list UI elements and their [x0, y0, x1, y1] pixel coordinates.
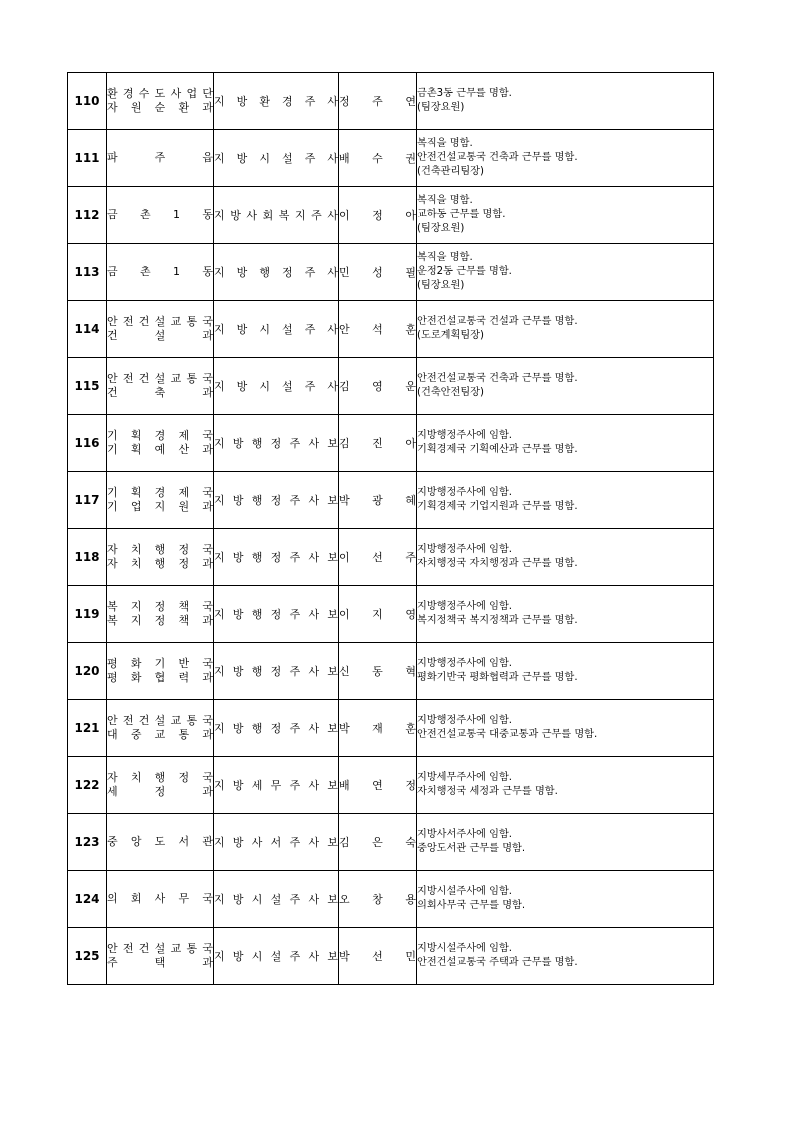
- note-line: (도로계획팀장): [417, 330, 484, 341]
- name-cell: [339, 358, 417, 415]
- notes-cell: [417, 130, 714, 187]
- note-line: 지방행정주사에 임함.: [417, 430, 513, 441]
- name-cell: [339, 244, 417, 301]
- note-line: 안전건설교통국 대중교통과 근무를 명함.: [417, 729, 598, 740]
- note-line: (팀장요원): [417, 280, 465, 291]
- rank-text: 지 방 행 정 주 사 보: [214, 722, 338, 735]
- department-line: 자 원 순 환 과: [107, 101, 213, 114]
- person-name: 박 재 훈: [339, 722, 416, 735]
- department-line: 기 획 경 제 국: [107, 429, 213, 442]
- name-cell: [339, 130, 417, 187]
- table-row: [68, 415, 714, 472]
- row-number: 119: [68, 586, 107, 643]
- table-row: [68, 301, 714, 358]
- department-line: 의 회 사 무 국: [107, 892, 213, 905]
- rank-text: 지 방 시 설 주 사: [214, 380, 338, 393]
- department-line: 금 촌 1 동: [107, 208, 213, 221]
- table-row: [68, 73, 714, 130]
- department-cell: [107, 187, 214, 244]
- note-line: 교하동 근무를 명함.: [417, 209, 506, 220]
- note-line: 지방시설주사에 임함.: [417, 943, 513, 954]
- department-line: 안 전 건 설 교 통 국: [107, 315, 213, 328]
- person-name: 안 석 훈: [339, 323, 416, 336]
- name-cell: [339, 529, 417, 586]
- name-cell: [339, 814, 417, 871]
- note-line: 자치행정국 자치행정과 근무를 명함.: [417, 558, 578, 569]
- rank-text: 지 방 행 정 주 사 보: [214, 608, 338, 621]
- name-cell: [339, 301, 417, 358]
- row-number: 118: [68, 529, 107, 586]
- row-number: 110: [68, 73, 107, 130]
- rank-cell: [214, 301, 339, 358]
- note-line: 지방세무주사에 임함.: [417, 772, 513, 783]
- notes-cell: [417, 586, 714, 643]
- table-row: [68, 187, 714, 244]
- rank-text: 지 방 사 회 복 지 주 사: [214, 209, 338, 222]
- rank-cell: [214, 415, 339, 472]
- department-line: 자 치 행 정 과: [107, 557, 213, 570]
- note-line: (팀장요원): [417, 102, 465, 113]
- rank-text: 지 방 행 정 주 사 보: [214, 494, 338, 507]
- rank-text: 지 방 세 무 주 사 보: [214, 779, 338, 792]
- notes-cell: [417, 244, 714, 301]
- table-row: [68, 244, 714, 301]
- note-line: (팀장요원): [417, 223, 465, 234]
- department-cell: [107, 814, 214, 871]
- rank-text: 지 방 사 서 주 사 보: [214, 836, 338, 849]
- person-name: 배 연 정: [339, 779, 416, 792]
- notes-cell: [417, 643, 714, 700]
- note-line: 지방행정주사에 임함.: [417, 658, 513, 669]
- row-number: 111: [68, 130, 107, 187]
- person-name: 이 정 아: [339, 209, 416, 222]
- note-line: 자치행정국 세정과 근무를 명함.: [417, 786, 558, 797]
- row-number: 112: [68, 187, 107, 244]
- notes-cell: [417, 757, 714, 814]
- department-line: 주 택 과: [107, 956, 213, 969]
- row-number: 114: [68, 301, 107, 358]
- name-cell: [339, 415, 417, 472]
- row-number: 120: [68, 643, 107, 700]
- rank-cell: [214, 244, 339, 301]
- note-line: 지방행정주사에 임함.: [417, 715, 513, 726]
- note-line: 안전건설교통국 건축과 근무를 명함.: [417, 373, 578, 384]
- notes-cell: [417, 187, 714, 244]
- rank-cell: [214, 814, 339, 871]
- rank-text: 지 방 행 정 주 사 보: [214, 551, 338, 564]
- table-row: [68, 358, 714, 415]
- person-name: 김 진 아: [339, 437, 416, 450]
- person-name: 민 성 필: [339, 266, 416, 279]
- note-line: 지방사서주사에 임함.: [417, 829, 513, 840]
- table-row: [68, 643, 714, 700]
- table-row: [68, 529, 714, 586]
- note-line: 의회사무국 근무를 명함.: [417, 900, 526, 911]
- rank-cell: [214, 757, 339, 814]
- name-cell: [339, 871, 417, 928]
- department-cell: [107, 700, 214, 757]
- row-number: 124: [68, 871, 107, 928]
- department-cell: [107, 73, 214, 130]
- table-row: [68, 700, 714, 757]
- person-name: 김 영 운: [339, 380, 416, 393]
- department-cell: [107, 244, 214, 301]
- row-number: 125: [68, 928, 107, 985]
- note-line: 지방행정주사에 임함.: [417, 487, 513, 498]
- rank-text: 지 방 환 경 주 사: [214, 95, 338, 108]
- department-line: 세 정 과: [107, 785, 213, 798]
- row-number: 115: [68, 358, 107, 415]
- department-cell: [107, 871, 214, 928]
- rank-cell: [214, 529, 339, 586]
- notes-cell: [417, 871, 714, 928]
- rank-text: 지 방 행 정 주 사 보: [214, 437, 338, 450]
- table-row: [68, 472, 714, 529]
- note-line: (건축관리팀장): [417, 166, 484, 177]
- person-name: 박 광 혜: [339, 494, 416, 507]
- rank-cell: [214, 586, 339, 643]
- department-line: 자 치 행 정 국: [107, 543, 213, 556]
- person-name: 오 창 용: [339, 893, 416, 906]
- personnel-table-body: [68, 73, 714, 985]
- row-number: 116: [68, 415, 107, 472]
- department-line: 복 지 정 책 과: [107, 614, 213, 627]
- notes-cell: [417, 358, 714, 415]
- note-line: 지방행정주사에 임함.: [417, 601, 513, 612]
- row-number: 117: [68, 472, 107, 529]
- rank-text: 지 방 시 설 주 사 보: [214, 950, 338, 963]
- rank-text: 지 방 행 정 주 사 보: [214, 665, 338, 678]
- table-row: [68, 928, 714, 985]
- department-line: 자 치 행 정 국: [107, 771, 213, 784]
- rank-cell: [214, 472, 339, 529]
- note-line: 운정2동 근무를 명함.: [417, 266, 512, 277]
- name-cell: [339, 472, 417, 529]
- note-line: 복직을 명함.: [417, 252, 473, 263]
- rank-cell: [214, 130, 339, 187]
- department-line: 기 업 지 원 과: [107, 500, 213, 513]
- note-line: 안전건설교통국 주택과 근무를 명함.: [417, 957, 578, 968]
- row-number: 122: [68, 757, 107, 814]
- person-name: 이 선 주: [339, 551, 416, 564]
- rank-cell: [214, 358, 339, 415]
- department-cell: [107, 643, 214, 700]
- row-number: 113: [68, 244, 107, 301]
- department-line: 평 화 협 력 과: [107, 671, 213, 684]
- rank-cell: [214, 928, 339, 985]
- note-line: 복지정책국 복지정책과 근무를 명함.: [417, 615, 578, 626]
- row-number: 121: [68, 700, 107, 757]
- personnel-table: [67, 72, 714, 985]
- person-name: 이 지 영: [339, 608, 416, 621]
- department-line: 안 전 건 설 교 통 국: [107, 714, 213, 727]
- department-line: 안 전 건 설 교 통 국: [107, 372, 213, 385]
- note-line: 기획경제국 기획예산과 근무를 명함.: [417, 444, 578, 455]
- notes-cell: [417, 301, 714, 358]
- rank-text: 지 방 시 설 주 사: [214, 152, 338, 165]
- department-line: 평 화 기 반 국: [107, 657, 213, 670]
- notes-cell: [417, 700, 714, 757]
- note-line: (건축안전팀장): [417, 387, 484, 398]
- note-line: 기획경제국 기업지원과 근무를 명함.: [417, 501, 578, 512]
- department-cell: [107, 358, 214, 415]
- rank-cell: [214, 73, 339, 130]
- department-line: 중 앙 도 서 관: [107, 835, 213, 848]
- note-line: 금촌3동 근무를 명함.: [417, 88, 512, 99]
- name-cell: [339, 73, 417, 130]
- rank-text: 지 방 시 설 주 사: [214, 323, 338, 336]
- table-row: [68, 130, 714, 187]
- department-cell: [107, 928, 214, 985]
- note-line: 지방시설주사에 임함.: [417, 886, 513, 897]
- notes-cell: [417, 73, 714, 130]
- notes-cell: [417, 814, 714, 871]
- name-cell: [339, 757, 417, 814]
- name-cell: [339, 187, 417, 244]
- department-cell: [107, 301, 214, 358]
- department-cell: [107, 130, 214, 187]
- department-line: 대 중 교 통 과: [107, 728, 213, 741]
- note-line: 안전건설교통국 건설과 근무를 명함.: [417, 316, 578, 327]
- person-name: 배 수 권: [339, 152, 416, 165]
- department-line: 건 축 과: [107, 386, 213, 399]
- rank-text: 지 방 시 설 주 사 보: [214, 893, 338, 906]
- notes-cell: [417, 529, 714, 586]
- name-cell: [339, 700, 417, 757]
- table-row: [68, 871, 714, 928]
- rank-cell: [214, 700, 339, 757]
- department-cell: [107, 757, 214, 814]
- department-line: 안 전 건 설 교 통 국: [107, 942, 213, 955]
- department-cell: [107, 586, 214, 643]
- rank-text: 지 방 행 정 주 사: [214, 266, 338, 279]
- note-line: 지방행정주사에 임함.: [417, 544, 513, 555]
- table-row: [68, 814, 714, 871]
- department-cell: [107, 472, 214, 529]
- department-cell: [107, 529, 214, 586]
- notes-cell: [417, 415, 714, 472]
- department-line: 파 주 읍: [107, 151, 213, 164]
- rank-cell: [214, 643, 339, 700]
- rank-cell: [214, 871, 339, 928]
- department-line: 기 획 경 제 국: [107, 486, 213, 499]
- name-cell: [339, 586, 417, 643]
- department-cell: [107, 415, 214, 472]
- row-number: 123: [68, 814, 107, 871]
- name-cell: [339, 928, 417, 985]
- department-line: 기 획 예 산 과: [107, 443, 213, 456]
- department-line: 복 지 정 책 국: [107, 600, 213, 613]
- rank-cell: [214, 187, 339, 244]
- table-row: [68, 586, 714, 643]
- person-name: 신 동 혁: [339, 665, 416, 678]
- note-line: 중앙도서관 근무를 명함.: [417, 843, 526, 854]
- note-line: 평화기반국 평화협력과 근무를 명함.: [417, 672, 578, 683]
- table-row: [68, 757, 714, 814]
- person-name: 박 선 민: [339, 950, 416, 963]
- notes-cell: [417, 472, 714, 529]
- notes-cell: [417, 928, 714, 985]
- department-line: 건 설 과: [107, 329, 213, 342]
- note-line: 복직을 명함.: [417, 195, 473, 206]
- department-line: 환 경 수 도 사 업 단: [107, 87, 213, 100]
- note-line: 복직을 명함.: [417, 138, 473, 149]
- department-line: 금 촌 1 동: [107, 265, 213, 278]
- person-name: 정 주 연: [339, 95, 416, 108]
- name-cell: [339, 643, 417, 700]
- note-line: 안전건설교통국 건축과 근무를 명함.: [417, 152, 578, 163]
- person-name: 김 은 숙: [339, 836, 416, 849]
